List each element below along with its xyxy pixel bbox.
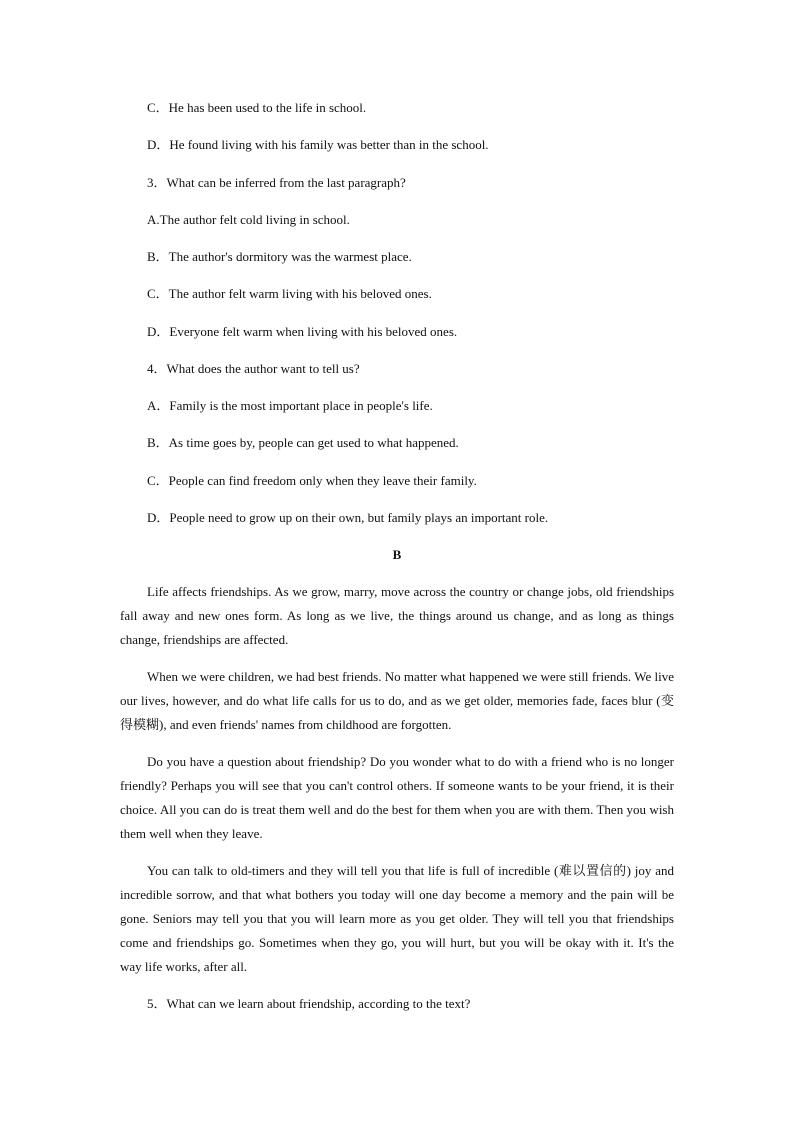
- paragraph-1: Life affects friendships. As we grow, marry, move across the country or change jobs, old friendships fall away and new ones form. As long as we live, the things around us change, and as long as things change, friendships are affected.: [120, 584, 674, 647]
- section-title-b: B: [392, 547, 402, 562]
- option-4c: C．People can find freedom only when they leave their family.: [147, 473, 477, 488]
- paragraph-3: Do you have a question about friendship? Do you wonder what to do with a friend who is no longer friendly? Perhaps you will see that you can't control others. If someone wants to be your friend, it is their choice. All you can do is treat them well and do the best for them when you are with them. Then you wish them well when they leave.: [120, 754, 674, 841]
- option-4a: A．Family is the most important place in people's life.: [147, 398, 433, 413]
- question-5: 5．What can we learn about friendship, according to the text?: [147, 996, 471, 1011]
- paragraph-4: You can talk to old-timers and they will tell you that life is full of incredible (难以置信的) joy and incredible sorrow, and that what bothers you today will one day become a memory and the pain will be gone. Seniors may tell you that you will learn more as you get older. They will tell you that friendships come and friendships go. Sometimes when they go, you will hurt, but you will be okay with it. It's the way life works, after all.: [120, 863, 674, 974]
- option-3a: A.The author felt cold living in school.: [147, 212, 350, 227]
- option-1d: D．He found living with his family was better than in the school.: [147, 137, 489, 152]
- option-1c: C．He has been used to the life in school.: [147, 100, 367, 115]
- option-3b: B．The author's dormitory was the warmest place.: [147, 249, 412, 264]
- option-3c: C．The author felt warm living with his beloved ones.: [147, 286, 432, 301]
- paragraph-2: When we were children, we had best friends. No matter what happened we were still friends. We live our lives, however, and do what life calls for us to do, and as we get older, memories fade, faces blur (变得模糊), and even friends' names from childhood are forgotten.: [120, 669, 674, 732]
- option-3d: D．Everyone felt warm when living with his beloved ones.: [147, 324, 458, 339]
- option-4b: B．As time goes by, people can get used to what happened.: [147, 435, 459, 450]
- question-3: 3．What can be inferred from the last paragraph?: [147, 175, 406, 190]
- option-4d: D．People need to grow up on their own, but family plays an important role.: [147, 510, 549, 525]
- question-4: 4．What does the author want to tell us?: [147, 361, 360, 376]
